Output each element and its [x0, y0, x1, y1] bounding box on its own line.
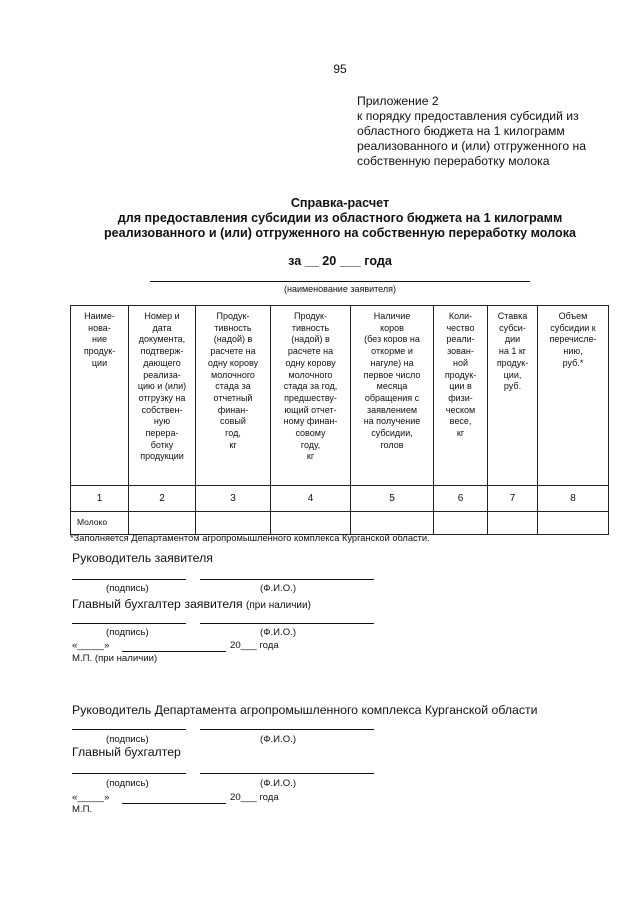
applicant-head-label: Руководитель заявителя	[72, 551, 213, 565]
column-number: 8	[538, 486, 609, 512]
table-cell	[196, 512, 271, 535]
chief-accountant-applicant-label	[72, 597, 311, 611]
table-cell	[538, 512, 609, 535]
fio-line	[200, 623, 374, 624]
fio-line	[200, 579, 374, 580]
fio-line	[200, 729, 374, 730]
header-cell: Наиме- нова- ние продук- ции	[71, 306, 129, 486]
signature-line	[72, 623, 186, 624]
title-line-3: реализованного и (или) отгруженного на собственную переработку молока	[103, 226, 576, 240]
if-any-text: (при наличии)	[246, 600, 311, 611]
signature-line	[72, 729, 186, 730]
table-row	[71, 512, 609, 535]
department-head-label: Руководитель Департамента агропромышленного комплекса Курганской области	[72, 703, 538, 717]
period-line: за __ 20 ___ года	[288, 254, 392, 268]
date-day: «_____»	[72, 640, 110, 651]
date-year: 20___ года	[230, 640, 279, 651]
appendix-line: к порядку предоставления субсидий из	[357, 109, 579, 123]
page-number: 95	[333, 62, 347, 76]
date-day: «_____»	[72, 792, 110, 803]
document-title	[40, 196, 640, 241]
date-year: 20___ года	[230, 792, 279, 803]
fio-line	[200, 773, 374, 774]
appendix-line: собственную переработку молока	[357, 154, 550, 168]
fio-caption: (Ф.И.О.)	[260, 627, 297, 638]
calculation-table	[70, 305, 609, 535]
title-line-1: Справка-расчет	[290, 196, 390, 210]
header-cell: Объем субсидии к перечисле- нию, руб.*	[538, 306, 609, 486]
date-month-line	[122, 651, 226, 652]
fio-caption: (Ф.И.О.)	[260, 583, 297, 594]
header-cell: Продук- тивность (надой) в расчете на одну корову молочного стада за отчетный финан- совый год, кг	[196, 306, 271, 486]
signature-line	[72, 773, 186, 774]
applicant-name-line	[150, 281, 530, 282]
row-label: Молоко	[71, 512, 129, 535]
header-cell: Продук- тивность (надой) в расчете на одну корову молочного стада за год, предшеству- ющий отчет- ному финан- совому году, кг	[271, 306, 351, 486]
column-number: 4	[271, 486, 351, 512]
signature-caption: (подпись)	[106, 778, 149, 789]
date-month-line	[122, 803, 226, 804]
appendix-line: Приложение 2	[357, 94, 439, 108]
signature-caption: (подпись)	[106, 734, 149, 745]
appendix-block	[357, 94, 617, 169]
applicant-caption: (наименование заявителя)	[283, 284, 397, 294]
table-cell	[129, 512, 196, 535]
column-number: 6	[434, 486, 488, 512]
column-number: 1	[71, 486, 129, 512]
header-cell: Коли- чество реали- зован- ной продук- ции в физи- ческом весе, кг	[434, 306, 488, 486]
header-cell: Номер и дата документа, подтверж- дающего реализа- цию и (или) отгрузку на собствен- ную переpа- ботку продукции	[129, 306, 196, 486]
stamp: М.П.	[72, 804, 93, 815]
fio-caption: (Ф.И.О.)	[260, 778, 297, 789]
table-cell	[271, 512, 351, 535]
table-cell	[434, 512, 488, 535]
column-number: 2	[129, 486, 196, 512]
fio-caption: (Ф.И.О.)	[260, 734, 297, 745]
signature-caption: (подпись)	[106, 627, 149, 638]
signature-line	[72, 579, 186, 580]
appendix-line: реализованного и (или) отгруженного на	[357, 139, 587, 153]
column-number: 3	[196, 486, 271, 512]
appendix-line: областного бюджета на 1 килограмм	[357, 124, 565, 138]
chief-accountant-applicant-text: Главный бухгалтер заявителя	[72, 597, 243, 611]
header-cell: Ставка субси- дии на 1 кг продук- ции, руб.	[488, 306, 538, 486]
footnote: *Заполняется Департаментом агропромышленного комплекса Курганской области.	[70, 533, 430, 543]
column-number: 5	[351, 486, 434, 512]
table-cell	[351, 512, 434, 535]
chief-accountant-label: Главный бухгалтер	[72, 745, 181, 759]
column-number: 7	[488, 486, 538, 512]
stamp-if-any: М.П. (при наличии)	[72, 653, 158, 664]
table-cell	[488, 512, 538, 535]
header-cell: Наличие коров (без коров на откорме и нагуле) на первое число месяца обращения с заявлением на получение субсидии, голов	[351, 306, 434, 486]
title-line-2: для предоставления субсидии из областного бюджета на 1 килограмм	[117, 211, 563, 225]
signature-caption: (подпись)	[106, 583, 149, 594]
